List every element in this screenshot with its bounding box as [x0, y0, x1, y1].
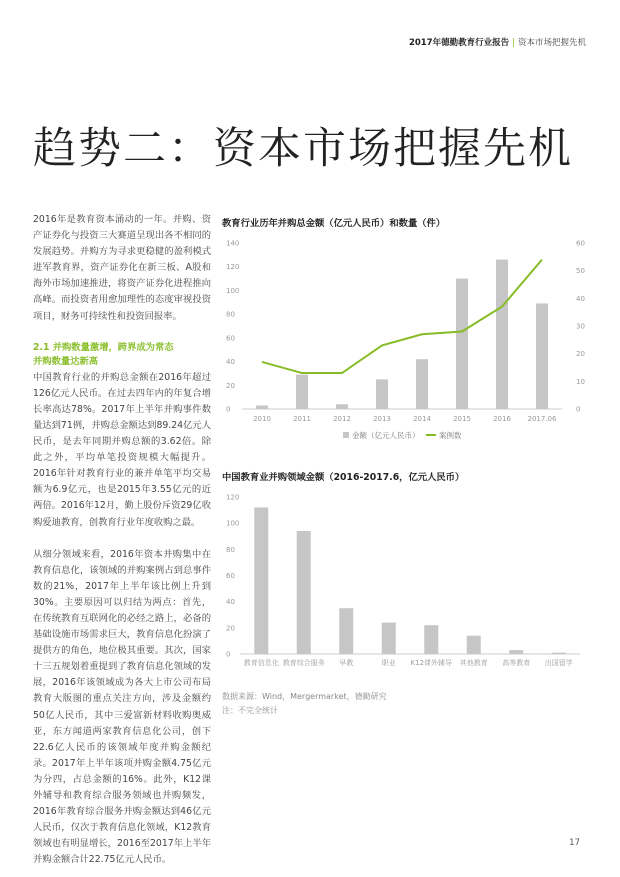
chart1-left-tick: 100	[226, 286, 240, 295]
chart1-left-tick: 40	[226, 358, 235, 367]
chart1-x-tick: 2017.06	[527, 415, 557, 423]
section-subheading: 并购数量达新高	[33, 356, 99, 368]
chart2-x-tick: 早教	[339, 659, 354, 667]
chart2-y-tick: 120	[226, 493, 240, 502]
chart2-y-tick: 40	[226, 598, 235, 607]
chart2-x-tick: 高等教育	[502, 659, 531, 667]
chart1-left-tick: 80	[226, 310, 235, 319]
chart2-bar	[254, 507, 268, 654]
footnote: 注：不完全统计	[222, 706, 278, 715]
paragraph-1: 中国教育行业的并购总金额在2016年超过126亿元人民币。在过去四年内的年复合增长率高达78%。2017年上半年并购事件数量达到71例，并购总金额达到89.24亿元人民币，是去年同期并购总额的3.62倍。除此之外，平均单笔投资规模大幅提升。2016年针对教育行业的兼并单笔平均交易额为6.9亿元，也是2015年3.55亿元的近两倍。2016年12月，勤上股份斥资29亿收购爱迪教育，创教育行业年度收购之最。	[33, 371, 211, 528]
chart1-right-tick: 40	[576, 294, 585, 303]
chart2-bar	[552, 653, 566, 654]
source-notes	[222, 690, 387, 718]
section-name: 资本市场把握先机	[517, 38, 586, 48]
chart2-bar	[297, 531, 311, 654]
chart1-left-tick: 20	[226, 381, 235, 390]
chart2-x-tick: K12课外辅导	[410, 659, 452, 667]
chart1-legend-bar-label: 金额（亿元人民币）	[352, 431, 420, 440]
chart1-right-tick: 50	[576, 267, 585, 276]
chart2-bar	[382, 623, 396, 654]
chart1-right-tick: 60	[576, 239, 585, 248]
chart1-x-tick: 2012	[333, 415, 351, 423]
page-number: 17	[569, 838, 580, 848]
chart1-x-tick: 2011	[293, 415, 311, 423]
report-name: 2017年德勤教育行业报告	[408, 38, 510, 48]
chart2-x-tick: 教育综合服务	[282, 659, 325, 667]
chart1-x-tick: 2016	[493, 415, 511, 423]
chart2-y-tick: 100	[226, 519, 240, 528]
chart1-x-tick: 2010	[253, 415, 271, 423]
paragraph-2: 从细分领域来看，2016年资本并购集中在教育信息化，该领域的并购案例占到总事件数的21%，2017年上半年该比例上升到30%。主要原因可以归结为两点：首先，在传统教育互联网化的必经之路上，必备的基础设施市场需求巨大，教育信息化扮演了提供方的角色，地位极其重要。其次，国家十三五规划着重提到了教育信息化领域的发展，2016年该领域成为各大上市公司布局教育大版图的重点关注方向，涉及金额约50亿人民币，其中三爱富新材料收购奥威亚，东方闻道两家教育信息化公司，创下22.6亿人民币的该领域年度并购金额纪录。2017年上半年该项并购金额4.75亿元为分四，占总金额的16%。此外，K12课外辅导和教育综合服务领域也并购频发，2016年教育综合服务并购金额达到46亿元人民币，仅次于教育信息化领域，K12教育领域也有明显增长，2016至2017年上半年并购金额合计22.75亿元人民币。	[33, 548, 211, 866]
page-title: 趋势二：资本市场把握先机	[33, 124, 573, 174]
chart2-x-tick: 职业	[381, 659, 396, 667]
chart2-y-tick: 60	[226, 572, 235, 580]
chart1-right-tick: 0	[576, 405, 581, 414]
chart2-y-tick: 0	[226, 650, 231, 659]
chart1-right-tick: 20	[576, 350, 585, 359]
header-separator: |	[512, 38, 515, 48]
chart2-bar	[509, 650, 523, 654]
section-heading: 2.1 并购数量激增，跨界成为常态	[33, 341, 174, 353]
chart1-right-tick: 30	[576, 322, 585, 331]
chart2-title: 中国教育业并购领域金额（2016-2017.6，亿元人民币）	[222, 472, 465, 483]
chart2-bar	[339, 608, 353, 654]
chart1-x-tick: 2013	[373, 415, 391, 423]
chart2-bar	[467, 636, 481, 654]
chart1-x-tick: 2015	[453, 415, 471, 423]
chart2-bar	[424, 625, 438, 654]
data-source: 数据来源：Wind，Mergermarket，德勤研究	[222, 692, 387, 701]
chart1-legend-line-label: 案例数	[439, 431, 462, 440]
intro-paragraph: 2016年是教育资本涌动的一年。并购、资产证券化与投资三大赛道呈现出各不相同的发展趋势。并购方为寻求更稳健的盈利模式进军教育界，资产证券化在新三板、A股和海外市场加速推进，将资产证券化进程推向高峰。而投资者用愈加理性的态度审视投资项目，财务可持续性和投资回报率。	[33, 214, 211, 322]
chart2-y-tick: 80	[226, 545, 235, 554]
chart1-left-tick: 60	[226, 334, 235, 343]
chart1-left-tick: 140	[226, 239, 240, 248]
chart1-x-tick: 2014	[413, 415, 431, 423]
chart2-x-tick: 其他教育	[459, 659, 488, 667]
chart1-title: 教育行业历年并购总金额（亿元人民币）和数量（件）	[222, 218, 446, 229]
chart2-x-tick: 出国留学	[544, 659, 573, 667]
chart1-left-tick: 0	[226, 405, 231, 414]
chart2-y-tick: 20	[226, 624, 235, 633]
chart1-right-tick: 10	[576, 377, 585, 386]
chart1-left-tick: 120	[226, 263, 240, 272]
chart2-x-tick: 教育信息化	[243, 659, 279, 667]
